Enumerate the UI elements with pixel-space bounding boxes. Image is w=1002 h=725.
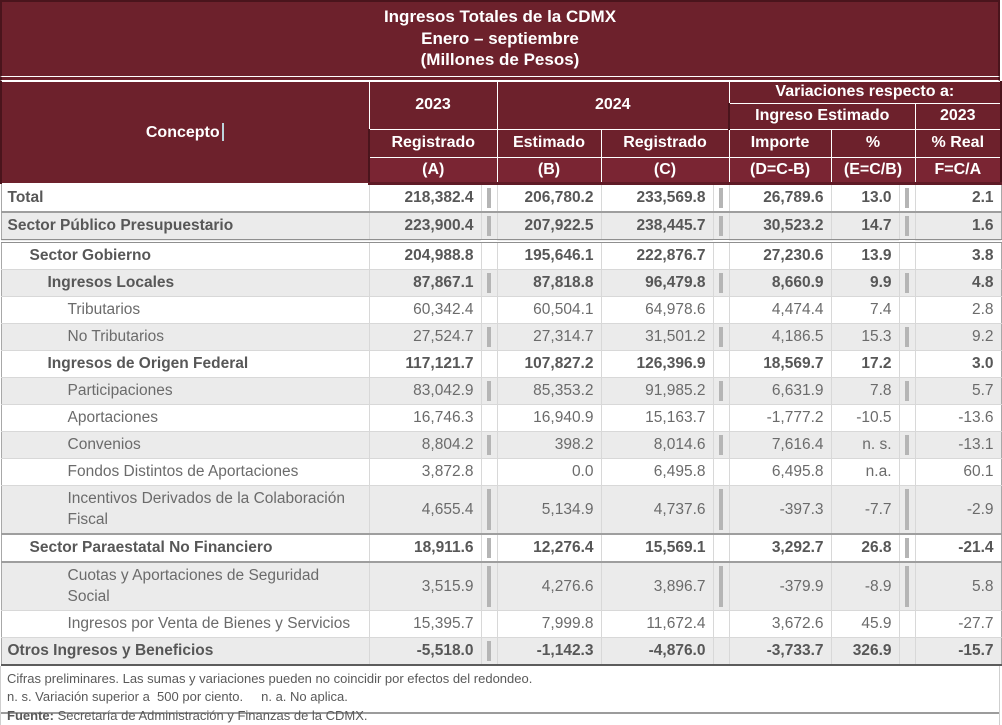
- header-letter-e: (E=C/B): [831, 157, 915, 183]
- column-divider: [713, 637, 729, 665]
- cell-estimado-2024: 107,827.2: [497, 350, 601, 377]
- cell-registrado-2024: 64,978.6: [601, 296, 713, 323]
- cell-estimado-2024: 27,314.7: [497, 323, 601, 350]
- column-divider: [899, 350, 915, 377]
- header-letter-f: F=C/A: [915, 157, 1001, 183]
- table-row: [1, 212, 1001, 241]
- cell-pct-real: 2.1: [915, 183, 1001, 212]
- header-letter-a: (A): [369, 157, 497, 183]
- column-divider: [481, 212, 497, 241]
- table-row: [1, 610, 1001, 637]
- row-concepto: Tributarios: [1, 296, 369, 323]
- table-row: [1, 323, 1001, 350]
- row-concepto: Incentivos Derivados de la Colaboración Fiscal: [1, 485, 369, 534]
- cell-pct: 7.8: [831, 377, 899, 404]
- column-divider: [899, 212, 915, 241]
- cell-registrado-2023: 15,395.7: [369, 610, 481, 637]
- cell-importe: 3,292.7: [729, 534, 831, 562]
- cell-importe: 4,474.4: [729, 296, 831, 323]
- column-divider: [713, 350, 729, 377]
- cell-pct-real: 3.8: [915, 241, 1001, 270]
- header-concepto-label: Concepto: [146, 124, 220, 141]
- cell-pct-real: -2.9: [915, 485, 1001, 534]
- header-registrado-a: Registrado: [369, 129, 497, 157]
- table-row: [1, 431, 1001, 458]
- table-row: [1, 183, 1001, 212]
- cell-registrado-2024: 91,985.2: [601, 377, 713, 404]
- row-concepto: No Tributarios: [1, 323, 369, 350]
- header-variaciones: Variaciones respecto a:: [729, 81, 1001, 103]
- cell-registrado-2024: 4,737.6: [601, 485, 713, 534]
- header-pct-real: % Real: [915, 129, 1001, 157]
- cell-estimado-2024: 87,818.8: [497, 269, 601, 296]
- column-divider: [481, 269, 497, 296]
- cell-pct-real: 5.7: [915, 377, 1001, 404]
- column-divider: [481, 377, 497, 404]
- column-divider: [713, 431, 729, 458]
- table-row: [1, 241, 1001, 270]
- column-divider: [899, 431, 915, 458]
- column-divider: [899, 485, 915, 534]
- table-row: [1, 377, 1001, 404]
- row-concepto: Participaciones: [1, 377, 369, 404]
- column-divider: [481, 183, 497, 212]
- column-divider: [481, 458, 497, 485]
- row-concepto: Ingresos Locales: [1, 269, 369, 296]
- column-divider: [899, 534, 915, 562]
- row-concepto: Sector Público Presupuestario: [1, 212, 369, 241]
- cell-registrado-2024: 8,014.6: [601, 431, 713, 458]
- cell-estimado-2024: -1,142.3: [497, 637, 601, 665]
- column-divider: [481, 562, 497, 611]
- column-divider: [713, 212, 729, 241]
- cell-pct: -10.5: [831, 404, 899, 431]
- column-divider: [899, 241, 915, 270]
- header-letter-d: (D=C-B): [729, 157, 831, 183]
- row-concepto: Ingresos de Origen Federal: [1, 350, 369, 377]
- header-registrado-c: Registrado: [601, 129, 729, 157]
- cell-estimado-2024: 195,646.1: [497, 241, 601, 270]
- cell-importe: 7,616.4: [729, 431, 831, 458]
- row-concepto: Otros Ingresos y Beneficios: [1, 637, 369, 665]
- cell-registrado-2024: 238,445.7: [601, 212, 713, 241]
- cell-pct: 45.9: [831, 610, 899, 637]
- column-divider: [713, 296, 729, 323]
- header-2024: 2024: [497, 81, 729, 129]
- cell-pct-real: 9.2: [915, 323, 1001, 350]
- cell-registrado-2024: 233,569.8: [601, 183, 713, 212]
- column-divider: [713, 269, 729, 296]
- table-subtitle-units: (Millones de Pesos): [2, 49, 998, 71]
- cell-estimado-2024: 206,780.2: [497, 183, 601, 212]
- column-divider: [713, 404, 729, 431]
- cell-registrado-2023: 117,121.7: [369, 350, 481, 377]
- cell-importe: 6,495.8: [729, 458, 831, 485]
- table-row: [1, 269, 1001, 296]
- cell-pct: -8.9: [831, 562, 899, 611]
- cell-pct: n.a.: [831, 458, 899, 485]
- cell-pct: -7.7: [831, 485, 899, 534]
- cell-registrado-2023: 83,042.9: [369, 377, 481, 404]
- cell-importe: 18,569.7: [729, 350, 831, 377]
- header-pct: %: [831, 129, 915, 157]
- cell-estimado-2024: 60,504.1: [497, 296, 601, 323]
- cell-registrado-2024: 3,896.7: [601, 562, 713, 611]
- row-concepto: Ingresos por Venta de Bienes y Servicios: [1, 610, 369, 637]
- footnote-ns-na: n. s. Variación superior a 500 por ciento. n. a. No aplica.: [7, 688, 991, 707]
- column-divider: [899, 377, 915, 404]
- cell-registrado-2023: 3,872.8: [369, 458, 481, 485]
- table-row: [1, 562, 1001, 611]
- cell-registrado-2023: 3,515.9: [369, 562, 481, 611]
- cell-pct: 7.4: [831, 296, 899, 323]
- cell-pct-real: -21.4: [915, 534, 1001, 562]
- cell-pct: 15.3: [831, 323, 899, 350]
- cell-importe: 6,631.9: [729, 377, 831, 404]
- cell-importe: 27,230.6: [729, 241, 831, 270]
- cell-importe: -397.3: [729, 485, 831, 534]
- header-var-2023: 2023: [915, 103, 1001, 129]
- row-concepto: Total: [1, 183, 369, 212]
- column-divider: [899, 637, 915, 665]
- cell-registrado-2024: 96,479.8: [601, 269, 713, 296]
- cell-registrado-2023: 8,804.2: [369, 431, 481, 458]
- row-concepto: Sector Paraestatal No Financiero: [1, 534, 369, 562]
- title-block: [0, 0, 1000, 77]
- column-divider: [713, 562, 729, 611]
- column-divider: [481, 637, 497, 665]
- cell-estimado-2024: 4,276.6: [497, 562, 601, 611]
- column-divider: [899, 269, 915, 296]
- cell-pct: n. s.: [831, 431, 899, 458]
- header-2023: 2023: [369, 81, 497, 129]
- column-divider: [713, 241, 729, 270]
- column-divider: [899, 183, 915, 212]
- column-divider: [899, 458, 915, 485]
- cell-estimado-2024: 5,134.9: [497, 485, 601, 534]
- cell-registrado-2023: 16,746.3: [369, 404, 481, 431]
- column-divider: [713, 458, 729, 485]
- column-divider: [713, 610, 729, 637]
- cell-estimado-2024: 398.2: [497, 431, 601, 458]
- cell-pct: 26.8: [831, 534, 899, 562]
- column-divider: [899, 562, 915, 611]
- header-letter-c: (C): [601, 157, 729, 183]
- cell-registrado-2023: 87,867.1: [369, 269, 481, 296]
- cell-pct-real: 60.1: [915, 458, 1001, 485]
- table-row: [1, 296, 1001, 323]
- cell-estimado-2024: 207,922.5: [497, 212, 601, 241]
- column-divider: [713, 377, 729, 404]
- cell-registrado-2024: 11,672.4: [601, 610, 713, 637]
- cell-pct: 9.9: [831, 269, 899, 296]
- cell-estimado-2024: 0.0: [497, 458, 601, 485]
- column-divider: [899, 296, 915, 323]
- table-row: [1, 350, 1001, 377]
- column-divider: [481, 404, 497, 431]
- cell-registrado-2023: 204,988.8: [369, 241, 481, 270]
- row-concepto: Convenios: [1, 431, 369, 458]
- cell-pct: 13.0: [831, 183, 899, 212]
- table-header: [1, 81, 1001, 183]
- header-importe: Importe: [729, 129, 831, 157]
- column-divider: [713, 534, 729, 562]
- fuente-text: Secretaría de Administración y Finanzas de la CDMX.: [54, 708, 368, 723]
- cell-registrado-2023: 218,382.4: [369, 183, 481, 212]
- column-divider: [481, 323, 497, 350]
- header-ingreso-estimado: Ingreso Estimado: [729, 103, 915, 129]
- row-concepto: Cuotas y Aportaciones de Seguridad Social: [1, 562, 369, 611]
- text-cursor: [222, 123, 225, 141]
- cell-pct-real: 2.8: [915, 296, 1001, 323]
- cell-pct-real: -15.7: [915, 637, 1001, 665]
- cell-registrado-2023: 27,524.7: [369, 323, 481, 350]
- cell-estimado-2024: 16,940.9: [497, 404, 601, 431]
- column-divider: [899, 404, 915, 431]
- cell-pct-real: -13.6: [915, 404, 1001, 431]
- cell-registrado-2023: 18,911.6: [369, 534, 481, 562]
- row-concepto: Aportaciones: [1, 404, 369, 431]
- cell-registrado-2023: 60,342.4: [369, 296, 481, 323]
- cell-importe: -3,733.7: [729, 637, 831, 665]
- row-concepto: Fondos Distintos de Aportaciones: [1, 458, 369, 485]
- cell-pct: 326.9: [831, 637, 899, 665]
- cell-registrado-2023: 223,900.4: [369, 212, 481, 241]
- cell-importe: 8,660.9: [729, 269, 831, 296]
- cell-pct-real: -13.1: [915, 431, 1001, 458]
- header-estimado-b: Estimado: [497, 129, 601, 157]
- cell-estimado-2024: 12,276.4: [497, 534, 601, 562]
- column-divider: [713, 485, 729, 534]
- cell-registrado-2024: 222,876.7: [601, 241, 713, 270]
- cell-importe: 3,672.6: [729, 610, 831, 637]
- column-divider: [481, 431, 497, 458]
- footnote-preliminary: Cifras preliminares. Las sumas y variaciones pueden no coincidir por efectos del redondeo.: [7, 670, 991, 689]
- column-divider: [481, 534, 497, 562]
- table-row: [1, 637, 1001, 665]
- table-subtitle-period: Enero – septiembre: [2, 28, 998, 50]
- table-row: [1, 404, 1001, 431]
- cell-pct: 13.9: [831, 241, 899, 270]
- cell-estimado-2024: 85,353.2: [497, 377, 601, 404]
- column-divider: [481, 296, 497, 323]
- column-divider: [899, 323, 915, 350]
- footnote-fuente: [7, 707, 991, 725]
- footnotes: [0, 666, 1000, 725]
- cell-registrado-2024: 15,569.1: [601, 534, 713, 562]
- cell-importe: -379.9: [729, 562, 831, 611]
- cell-importe: 30,523.2: [729, 212, 831, 241]
- column-divider: [713, 323, 729, 350]
- cell-pct-real: 5.8: [915, 562, 1001, 611]
- ingresos-table: [0, 81, 1002, 666]
- table-body: [1, 183, 1001, 665]
- table-row: [1, 485, 1001, 534]
- cell-estimado-2024: 7,999.8: [497, 610, 601, 637]
- column-divider: [481, 350, 497, 377]
- row-concepto: Sector Gobierno: [1, 241, 369, 270]
- cell-pct-real: 4.8: [915, 269, 1001, 296]
- column-divider: [899, 610, 915, 637]
- fuente-label: Fuente:: [7, 708, 54, 723]
- column-divider: [481, 610, 497, 637]
- column-divider: [713, 183, 729, 212]
- cell-registrado-2024: 15,163.7: [601, 404, 713, 431]
- cell-importe: 26,789.6: [729, 183, 831, 212]
- cell-registrado-2023: -5,518.0: [369, 637, 481, 665]
- column-divider: [481, 485, 497, 534]
- cell-registrado-2024: 31,501.2: [601, 323, 713, 350]
- table-row: [1, 534, 1001, 562]
- cell-registrado-2024: 6,495.8: [601, 458, 713, 485]
- column-divider: [481, 241, 497, 270]
- cell-importe: 4,186.5: [729, 323, 831, 350]
- cell-pct: 17.2: [831, 350, 899, 377]
- header-letter-b: (B): [497, 157, 601, 183]
- table-title: Ingresos Totales de la CDMX: [2, 6, 998, 28]
- cell-pct-real: -27.7: [915, 610, 1001, 637]
- cell-importe: -1,777.2: [729, 404, 831, 431]
- cell-pct-real: 1.6: [915, 212, 1001, 241]
- cell-pct-real: 3.0: [915, 350, 1001, 377]
- header-concepto[interactable]: [1, 81, 369, 183]
- cell-registrado-2024: 126,396.9: [601, 350, 713, 377]
- cell-registrado-2023: 4,655.4: [369, 485, 481, 534]
- cell-registrado-2024: -4,876.0: [601, 637, 713, 665]
- table-row: [1, 458, 1001, 485]
- cell-pct: 14.7: [831, 212, 899, 241]
